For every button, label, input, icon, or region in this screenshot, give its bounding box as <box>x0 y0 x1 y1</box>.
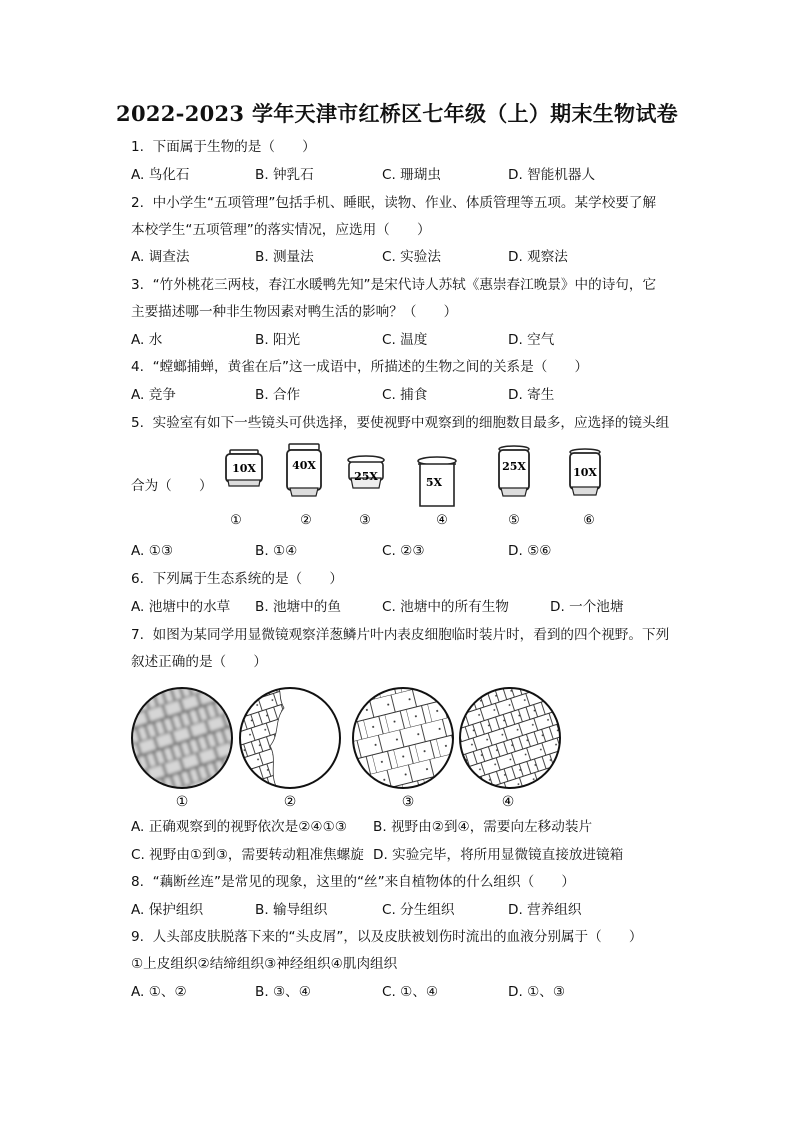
field-3-label: ③ <box>401 794 415 810</box>
lens-5-mag: 25X <box>502 460 526 473</box>
q9-option-a[interactable]: A. ①、② <box>131 984 187 1000</box>
lens-5 <box>499 446 529 496</box>
q7-option-d[interactable]: D. 实验完毕，将所用显微镜直接放进镜箱 <box>373 847 624 863</box>
q6-option-a[interactable]: A. 池塘中的水草 <box>131 599 231 615</box>
lens-3-label: ③ <box>359 513 371 528</box>
q1-option-a[interactable]: A. 鸟化石 <box>131 167 190 183</box>
q5-option-b[interactable]: B. ①④ <box>255 543 298 559</box>
q8-option-c[interactable]: C. 分生组织 <box>382 902 455 918</box>
q1-option-d[interactable]: D. 智能机器人 <box>508 167 596 183</box>
q6-option-d[interactable]: D. 一个池塘 <box>550 599 624 615</box>
q6-option-b[interactable]: B. 池塘中的鱼 <box>255 599 341 615</box>
lens-6-label: ⑥ <box>583 513 595 528</box>
question-3-stem-line1: 3. “竹外桃花三两枝，春江水暖鸭先知”是宋代诗人苏轼《惠崇春江晚景》中的诗句，它 <box>131 277 657 293</box>
q2-option-a[interactable]: A. 调查法 <box>131 249 190 265</box>
q3-option-c[interactable]: C. 温度 <box>382 332 428 348</box>
lens-3 <box>348 456 384 488</box>
q3-option-d[interactable]: D. 空气 <box>508 332 555 348</box>
q9-option-b[interactable]: B. ③、④ <box>255 984 311 1000</box>
field-4 <box>453 686 568 796</box>
question-8-stem: 8. “藕断丝连”是常见的现象，这里的“丝”来自植物体的什么组织（ ） <box>131 874 575 890</box>
question-1-stem: 1. 下面属于生物的是（ ） <box>131 139 316 155</box>
lens-4 <box>418 457 456 506</box>
field-2 <box>228 686 358 796</box>
q4-option-a[interactable]: A. 竞争 <box>131 387 176 403</box>
q8-option-b[interactable]: B. 输导组织 <box>255 902 328 918</box>
question-9-stem-line1: 9. 人头部皮肤脱落下来的“头皮屑”，以及皮肤被划伤时流出的血液分别属于（ ） <box>131 929 643 945</box>
question-6-stem: 6. 下列属于生态系统的是（ ） <box>131 571 343 587</box>
q3-option-b[interactable]: B. 阳光 <box>255 332 301 348</box>
lens-2-mag: 40X <box>292 459 316 472</box>
lens-1-mag: 10X <box>232 462 256 475</box>
q3-option-a[interactable]: A. 水 <box>131 332 163 348</box>
lens-3-mag: 25X <box>354 470 378 483</box>
question-7-stem-line1: 7. 如图为某同学用显微镜观察洋葱鳞片叶内表皮细胞临时装片时，看到的四个视野。下列 <box>131 627 670 643</box>
q7-option-a[interactable]: A. 正确观察到的视野依次是②④①③ <box>131 819 347 835</box>
q9-option-c[interactable]: C. ①、④ <box>382 984 439 1000</box>
q2-option-c[interactable]: C. 实验法 <box>382 249 441 265</box>
q8-option-a[interactable]: A. 保护组织 <box>131 902 204 918</box>
question-5-stem-line1: 5. 实验室有如下一些镜头可供选择，要使视野中观察到的细胞数目最多，应选择的镜头组 <box>131 415 670 431</box>
lens-2-label: ② <box>300 513 312 528</box>
question-4-stem: 4. “螳螂捕蝉，黄雀在后”这一成语中，所描述的生物之间的关系是（ ） <box>131 359 589 375</box>
question-3-stem-line2: 主要描述哪一种非生物因素对鸭生活的影响？（ ） <box>131 304 458 320</box>
field-1-label: ① <box>175 794 189 810</box>
q7-option-c[interactable]: C. 视野由①到③，需要转动粗准焦螺旋 <box>131 847 364 863</box>
q1-option-b[interactable]: B. 钟乳石 <box>255 167 314 183</box>
lens-1-label: ① <box>230 513 242 528</box>
q9-option-d[interactable]: D. ①、③ <box>508 984 566 1000</box>
q5-option-a[interactable]: A. ①③ <box>131 543 174 559</box>
question-2-stem-line1: 2. 中小学生“五项管理”包括手机、睡眠，读物、作业、体质管理等五项。某学校要了解 <box>131 195 657 211</box>
lens-4-label: ④ <box>436 513 448 528</box>
q2-option-d[interactable]: D. 观察法 <box>508 249 568 265</box>
lens-1 <box>226 450 262 486</box>
lens-2 <box>287 444 321 496</box>
field-1 <box>128 686 238 796</box>
question-9-stem-line2: ①上皮组织②结缔组织③神经组织④肌肉组织 <box>131 956 398 972</box>
lens-5-label: ⑤ <box>508 513 520 528</box>
field-4-label: ④ <box>501 794 515 810</box>
q4-option-c[interactable]: C. 捕食 <box>382 387 428 403</box>
q4-option-b[interactable]: B. 合作 <box>255 387 301 403</box>
q6-option-c[interactable]: C. 池塘中的所有生物 <box>382 599 509 615</box>
question-5-stem-line2: 合为（ ） <box>131 478 213 494</box>
q5-option-d[interactable]: D. ⑤⑥ <box>508 543 552 559</box>
microscope-fields-figure <box>128 686 568 810</box>
question-2-stem-line2: 本校学生“五项管理”的落实情况，应选用（ ） <box>131 222 431 238</box>
field-2-label: ② <box>283 794 297 810</box>
lens-6 <box>570 449 600 495</box>
q2-option-b[interactable]: B. 测量法 <box>255 249 314 265</box>
question-7-stem-line2: 叙述正确的是（ ） <box>131 654 267 670</box>
q1-option-c[interactable]: C. 珊瑚虫 <box>382 167 441 183</box>
q7-option-b[interactable]: B. 视野由②到④，需要向左移动装片 <box>373 819 593 835</box>
q5-option-c[interactable]: C. ②③ <box>382 543 425 559</box>
q4-option-d[interactable]: D. 寄生 <box>508 387 555 403</box>
lens-6-mag: 10X <box>573 466 597 479</box>
page-title: 2022-2023 学年天津市红桥区七年级（上）期末生物试卷 <box>116 101 678 126</box>
lens-4-mag: 5X <box>425 476 443 489</box>
objective-lens-figure <box>216 440 616 532</box>
field-3 <box>348 686 468 796</box>
q8-option-d[interactable]: D. 营养组织 <box>508 902 582 918</box>
